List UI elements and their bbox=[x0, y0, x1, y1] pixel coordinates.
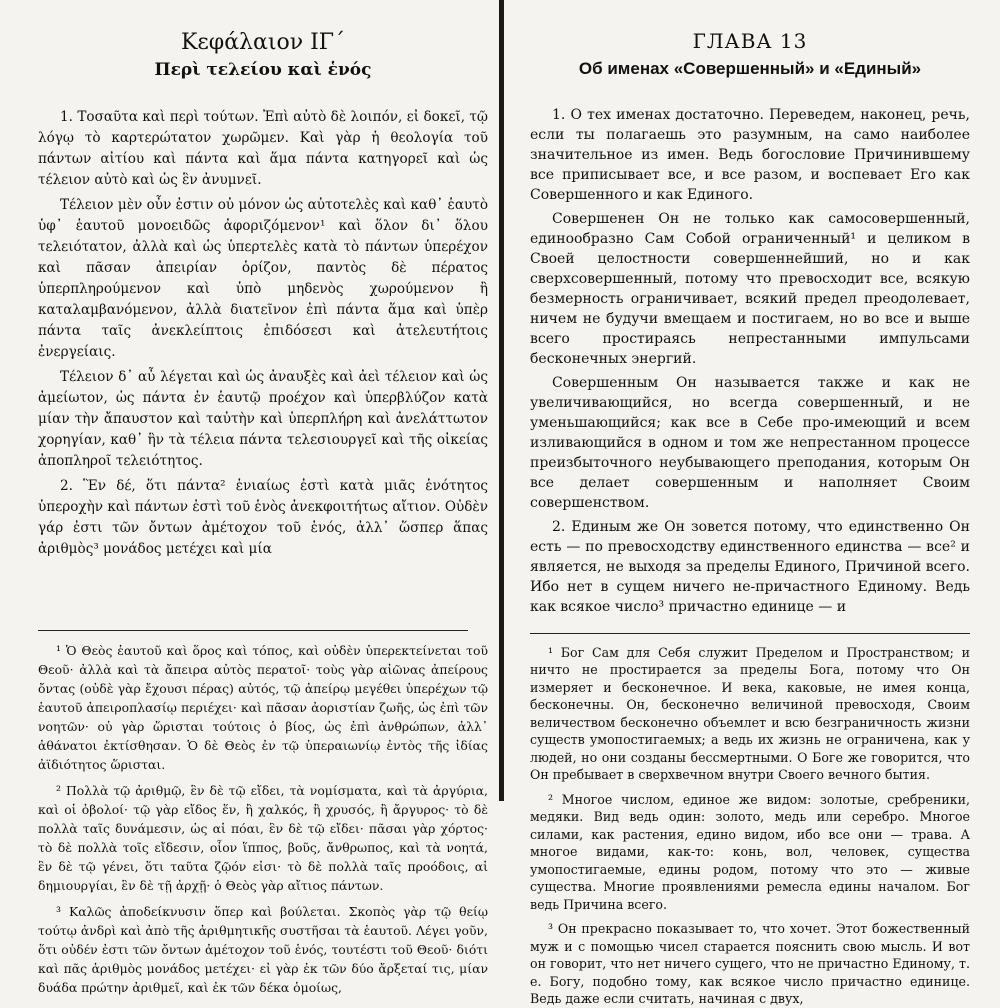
greek-paragraph: 1. Τοσαῦτα καὶ περὶ τούτων. Ἐπὶ αὐτὸ δὲ λοιπόν, εἰ δοκεῖ, τῷ λόγῳ τὸ καρτερώτατον χωρῶμεν. Καὶ γὰρ ἡ θεολογία τοῦ πάντων αἰτίου καὶ πάντα καὶ ἅμα πάντα κατηγορεῖ καὶ ὡς τέλειον αὐτὸ καὶ ὡς ἓν ἀνυμνεῖ. bbox=[38, 108, 488, 188]
greek-footnote: ³ Καλῶς ἀποδείκνυσιν ὅπερ καὶ βούλεται. Σκοπὸς γὰρ τῷ θείῳ τούτῳ ἀνδρὶ καὶ ἀπὸ τῆς ἀριθμητικῆς συστῆσαι τὰ ἑαυτοῦ. Λέγει γοῦν, ὅτι οὐδέν ἐστι τῶν ὄντων ἀμέτοχον τοῦ ἑνός, τουτέστι τοῦ Θεοῦ· διότι καὶ πᾶς ἀριθμὸς μονάδος μετέχει· εἰ γὰρ ἐκ τῶν δύο ἄρξεταί τις, μίαν δυάδα πρώτην ἀριθμεῖ, καὶ ἐκ τῶν δέκα ὁμοίως, bbox=[38, 903, 488, 995]
left-page-greek bbox=[0, 0, 500, 995]
russian-footnotes bbox=[530, 644, 970, 1008]
russian-paragraph: Совершенен Он не только как самосовершенный, единообразно Сам Собой ограниченный¹ и целиком в Своей целостности совершеннейший, но и как сверхсовершенный, потому что превосходит все, всякую безмерность ограничивает, всякий предел преодолевает, ничем не будучи вмещаем и постигаем, но во все и выше всего простираясь непрестанными импульсами бесконечных энергий. bbox=[530, 210, 970, 367]
russian-footnote: ² Многое числом, единое же видом: золотые, сребреники, медяки. Вид ведь один: золото, медь или серебро. Многое силами, как растения, едино видом, ибо все они — трава. А многое видами, как-то: конь, вол, человек, существа умопостигаемые, едины родом, потому что это — живые существа. Многие проявлениями ремесла едины началом. Бог ведь Причина всего. bbox=[530, 791, 970, 912]
russian-footnote: ¹ Бог Сам для Себя служит Пределом и Пространством; и ничто не простирается за пределы Бога, потому что Он измеряет и бесконечное. И века, каковые, не имея конца, бесконечны. Он, бесконечно величиной превосходя, Своим величеством бесконечно объемлет и всю безграничность жизни существ умопостигаемых; а ведь их жизнь не ограничена, как у людей, но они созданы бессмертными. О Боге же говорится, что Он пребывает в сверхвечном внутри Своего вечного бытия. bbox=[530, 644, 970, 783]
russian-paragraph: Совершенным Он называется также и как не увеличивающийся, но всегда совершенный, и не уменьшающийся; как все в Себе про-имеющий и всем изливающийся в одном и том же непрестанном процессе преизбыточного неубывающего преподания, которым Он все делает совершенным и наполняет Своим совершенством. bbox=[530, 374, 970, 511]
chapter-subtitle-russian: Об именах «Совершенный» и «Единый» bbox=[578, 59, 922, 78]
russian-body bbox=[530, 105, 970, 617]
book-spine bbox=[499, 0, 504, 801]
greek-body bbox=[38, 107, 488, 560]
chapter-subtitle-greek: Περὶ τελείου καὶ ἑνός bbox=[154, 60, 372, 81]
russian-footnote: ³ Он прекрасно показывает то, что хочет. Этот божественный муж и с помощью чисел старается пояснить свою мысль. И вот он говорит, что нет ничего сущего, что не причастно Единому, т. е. Богу, подобно тому, как всякое число причастно единице. Ведь даже если считать, начиная с двух, bbox=[530, 921, 970, 1007]
chapter-title-russian: ГЛАВА 13 bbox=[692, 29, 808, 53]
russian-paragraph: 2. Единым же Он зовется потому, что единственно Он есть — по превосходству единственного единства — все² и является, не выходя за пределы Единого, Причиной всего. Ибо нет в сущем ничего не-причастного Единому. Ведь как всякое число³ причастно единице — и bbox=[530, 518, 970, 615]
greek-paragraph: Τέλειον μὲν οὖν ἐστιν οὐ μόνον ὡς αὐτοτελὲς καὶ καθ᾿ ἑαυτὸ ὑφ᾿ ἑαυτοῦ μονοειδῶς ἀφοριζόμενον¹ καὶ ὅλον δι᾿ ὅλου τελειότατον, ἀλλὰ καὶ ὡς ὑπερτελὲς κατὰ τὸ πάντων ὑπερέχον καὶ πᾶσαν ἀπειρίαν ὁρίζον, παντὸς δὲ πέρατος ὑπερπληρούμενον καὶ ὑπὸ μηδενὸς χωρούμενον ἢ καταλαμβανόμενον, ἀλλὰ διατεῖνον ἐπὶ πάντα ἅμα καὶ ὑπὲρ πάντα ταῖς ἀνεκλείπτοις ἐπιδόσεσι καὶ ἀτελευτήτοις ἐνεργείαις. bbox=[38, 196, 488, 360]
chapter-title-greek: Κεφάλαιον ΙΓ΄ bbox=[180, 30, 346, 55]
greek-footnote: ² Πολλὰ τῷ ἀριθμῷ, ἓν δὲ τῷ εἴδει, τὰ νομίσματα, καὶ τὰ ἀργύρια, καὶ οἱ ὀβολοί· τῷ γὰρ εἴδος ἕν, ἢ χαλκός, ἢ χρυσός, ἢ ἄργυρος· τὸ δὲ πολλὰ ταῖς δυνάμεσιν, ὡς αἱ πόαι, ἓν δὲ τῷ εἴδει· πᾶσαι γὰρ χόρτος· τὸ δὲ πολλὰ τοῖς εἴδεσιν, οἷον ἵππος, βοῦς, ἄνθρωπος, καὶ τὰ νοητά, ἓν δὲ τῷ γένει, ὅτι ταῦτα ζῷόν εἰσι· τὸ δὲ πολλὰ ταῖς προόδοις, αἱ δημιουργίαι, ἓν δὲ τῇ ἀρχῇ· ὁ Θεὸς γὰρ αἴτιος πάντων. bbox=[38, 782, 488, 893]
greek-footnote: ¹ Ὁ Θεὸς ἑαυτοῦ καὶ ὅρος καὶ τόπος, καὶ οὐδὲν ὑπερεκτείνεται τοῦ Θεοῦ· ἀλλὰ καὶ τὰ ἄπειρα αὐτὸς περατοῖ· τοὺς γὰρ αἰῶνας ἀπείρους ὄντας (οὐδὲ γὰρ ἔχουσι πέρας) αὐτός, τῷ ἀπείρῳ μεγέθει ὑπερέχων τῷ ἑαυτοῦ ἀπειροπλασίῳ περιέχει· καὶ πᾶσαν ἀοριστίαν ζωῆς, ὡς ἐπὶ τῶν νοητῶν· οὐ γὰρ ὥρισται τούτοις ὁ βίος, ὡς ἐπὶ ἀνθρώπων, ἀλλ᾿ ἀθάνατοι ἐκτίσθησαν. Ὁ δὲ Θεὸς ἐν τῷ ὑπεραιωνίῳ ἐντὸς τῆς ἰδίας ἀϊδιότητος ὥρισται. bbox=[38, 642, 488, 772]
greek-paragraph: Τέλειον δ᾿ αὖ λέγεται καὶ ὡς ἀναυξὲς καὶ ἀεὶ τέλειον καὶ ὡς ἀμείωτον, ὡς πάντα ἐν ἑαυτῷ προέχον καὶ ὑπερβλύζον κατὰ μίαν τὴν ἄπαυστον καὶ ταὐτὴν καὶ ὑπερπλήρη καὶ ἀνελάττωτον χορηγίαν, καθ᾿ ἣν τὰ τέλεια πάντα τελεσιουργεῖ καὶ τῆς οἰκείας ἀποπληροῖ τελειότητος. bbox=[38, 368, 488, 469]
russian-paragraph: 1. О тех именах достаточно. Переведем, наконец, речь, если ты полагаешь это разумным, на само наиболее значительное из имен. Ведь богословие Причинившему все приписывает все, и все разом, и воспевает Его как Совершенного и как Единого. bbox=[530, 106, 970, 203]
footnote-divider bbox=[530, 633, 970, 634]
greek-footnotes bbox=[38, 641, 488, 997]
footnote-divider bbox=[38, 630, 468, 631]
right-page-russian bbox=[506, 0, 1000, 1007]
greek-paragraph: 2. Ἓν δέ, ὅτι πάντα² ἑνιαίως ἐστὶ κατὰ μιᾶς ἑνότητος ὑπεροχὴν καὶ πάντων ἐστὶ τοῦ ἑνὸς ἀνεκφοιτήτως αἴτιον. Οὐδὲν γάρ ἐστι τῶν ὄντων ἀμέτοχον τοῦ ἑνός, ἀλλ᾿ ὥσπερ ἅπας ἀριθμὸς³ μονάδος μετέχει καὶ μία bbox=[38, 477, 488, 557]
